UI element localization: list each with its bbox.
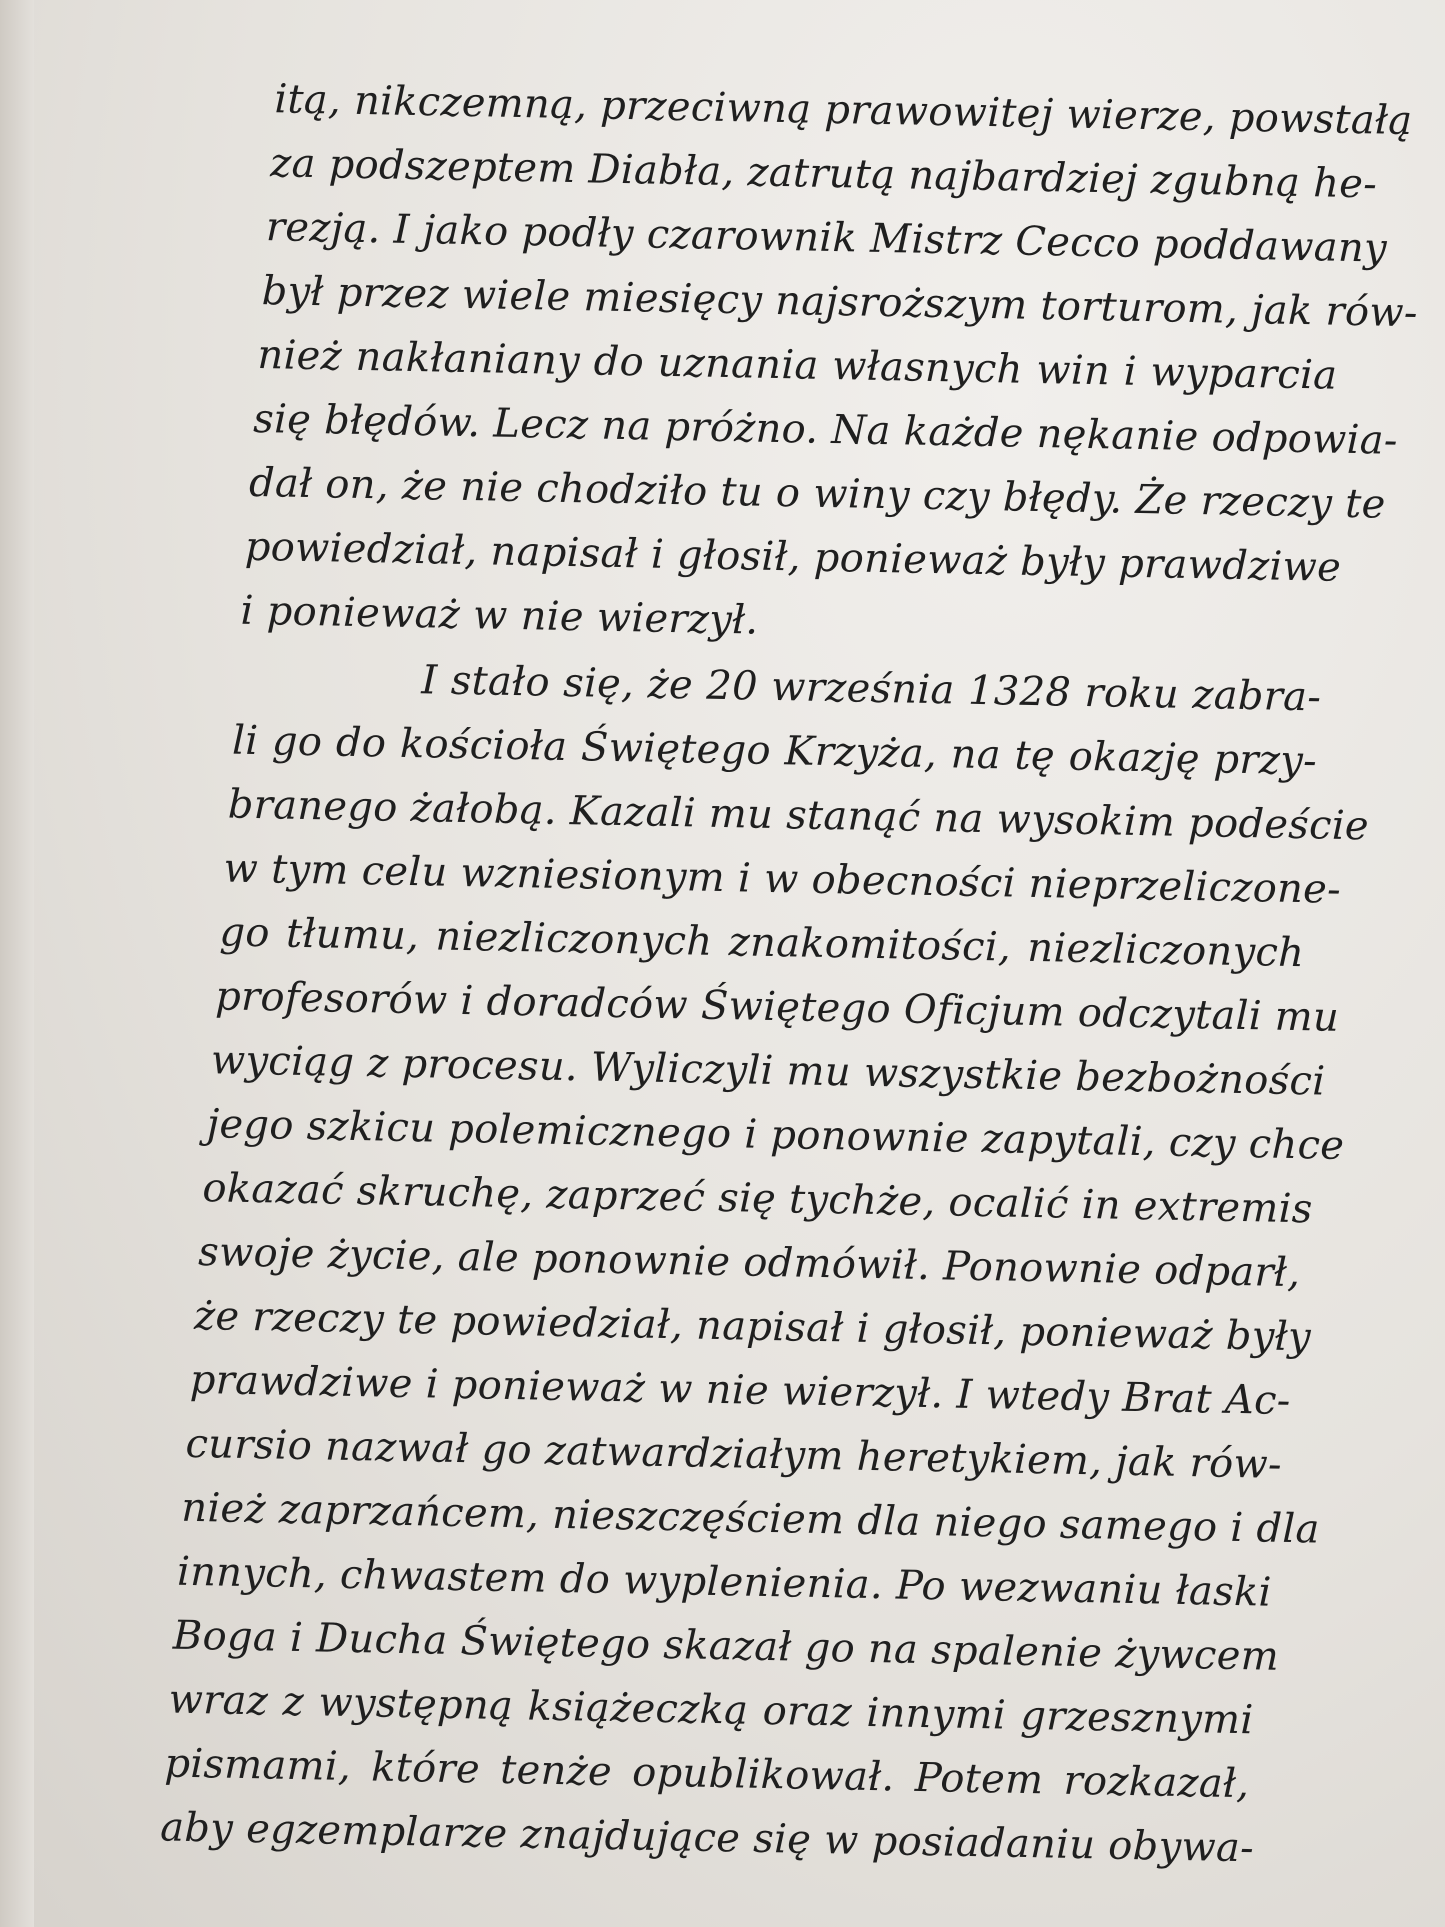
text-line: innych, chwastem do wyplenienia. Po wezwaniu łaski [176, 1548, 1273, 1616]
text-line: aby egzemplarze znajdujące się w posiadaniu obywa- [159, 1804, 1255, 1872]
text-line: nież nakłaniany do uznania własnych win i wyparcia [257, 332, 1338, 399]
text-line: pismami, które tenże opublikował. Potem rozkazał, [164, 1740, 1250, 1808]
text-line: i ponieważ w nie wierzył. [240, 587, 759, 644]
text-line: że rzeczy te powiedział, napisał i głosił, ponieważ były [193, 1292, 1312, 1361]
text-line: I stało się, że 20 września 1328 roku zabra- [420, 657, 1322, 721]
text-line: li go do kościoła Świętego Krzyża, na tę okazję przy- [231, 717, 1318, 785]
text-line: był przez wiele miesięcy najsroższym torturom, jak rów- [261, 268, 1419, 337]
text-line: okazać skruchę, zaprzeć się tychże, ocalić in extremis [202, 1165, 1313, 1233]
text-line: branego żałobą. Kazali mu stanąć na wysokim podeście [227, 781, 1370, 850]
text-line: swoje życie, ale ponownie odmówił. Ponownie odparł, [197, 1229, 1301, 1297]
text-line: itą, nikczemną, przeciwną prawowitej wierze, powstałą [273, 76, 1413, 145]
text-line: nież zaprzańcem, nieszczęściem dla niego samego i dla [180, 1484, 1321, 1553]
text-line: Boga i Ducha Świętego skazał go na spalenie żywcem [172, 1612, 1280, 1680]
text-line: cursio nazwał go zatwardziałym heretykiem, jak rów- [185, 1420, 1283, 1488]
text-line: za podszeptem Diabła, zatrutą najbardziej zgubną he- [269, 140, 1378, 208]
text-line: wraz z występną książeczką oraz innymi grzesznymi [168, 1676, 1254, 1744]
text-line: wyciąg z procesu. Wyliczyli mu wszystkie bezbożności [210, 1037, 1326, 1105]
text-line: w tym celu wzniesionym i w obecności nieprzeliczone- [223, 845, 1342, 913]
text-line: dał on, że nie chodziło tu o winy czy błędy. Że rzeczy te [248, 459, 1387, 528]
text-line: prawdziwe i ponieważ w nie wierzył. I wtedy Brat Ac- [189, 1356, 1292, 1425]
text-line: profesorów i doradców Świętego Oficjum odczytali mu [214, 973, 1340, 1041]
text-line: go tłumu, niezliczonych znakomitości, niezliczonych [218, 909, 1305, 977]
text-line: rezją. I jako podły czarownik Mistrz Cecco poddawany [265, 204, 1388, 272]
text-line: jego szkicu polemicznego i ponownie zapytali, czy chce [206, 1101, 1345, 1170]
text-line: powiedział, napisał i głosił, ponieważ były prawdziwe [244, 523, 1342, 591]
text-line: się błędów. Lecz na próżno. Na każde nękanie odpowia- [252, 395, 1399, 464]
